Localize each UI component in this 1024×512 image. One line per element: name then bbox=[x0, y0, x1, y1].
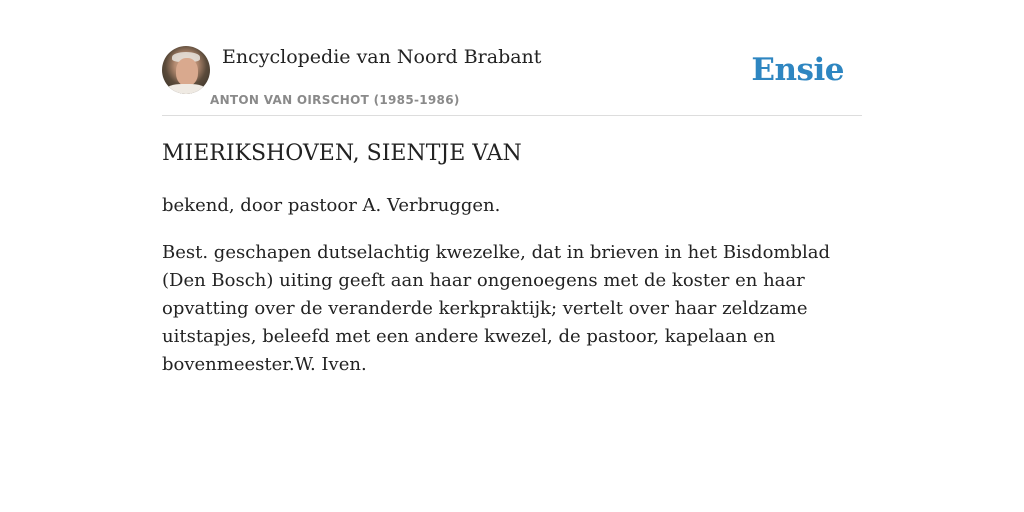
author-avatar[interactable] bbox=[162, 46, 210, 94]
article-title: MIERIKSHOVEN, SIENTJE VAN bbox=[162, 141, 522, 166]
avatar-face bbox=[176, 58, 198, 86]
article-paragraph: bekend, door pastoor A. Verbruggen. bbox=[162, 195, 501, 216]
article-paragraph: Best. geschapen dutselachtig kwezelke, dat in brieven in het Bisdomblad (Den Bosch) uiting geeft aan haar ongenoegens met de koster en haar opvatting over de veranderde kerkpraktijk; vertelt over haar zeldzame uitstapjes, beleefd met een andere kwezel, de pastoor, kapelaan en bovenmeester.W. Iven. bbox=[162, 242, 831, 375]
author-name[interactable]: ANTON VAN OIRSCHOT (1985-1986) bbox=[210, 93, 460, 107]
avatar-shirt bbox=[166, 84, 206, 94]
site-title[interactable]: Encyclopedie van Noord Brabant bbox=[222, 46, 542, 68]
ensie-logo[interactable]: Ensie bbox=[751, 52, 844, 88]
header bbox=[162, 46, 862, 116]
